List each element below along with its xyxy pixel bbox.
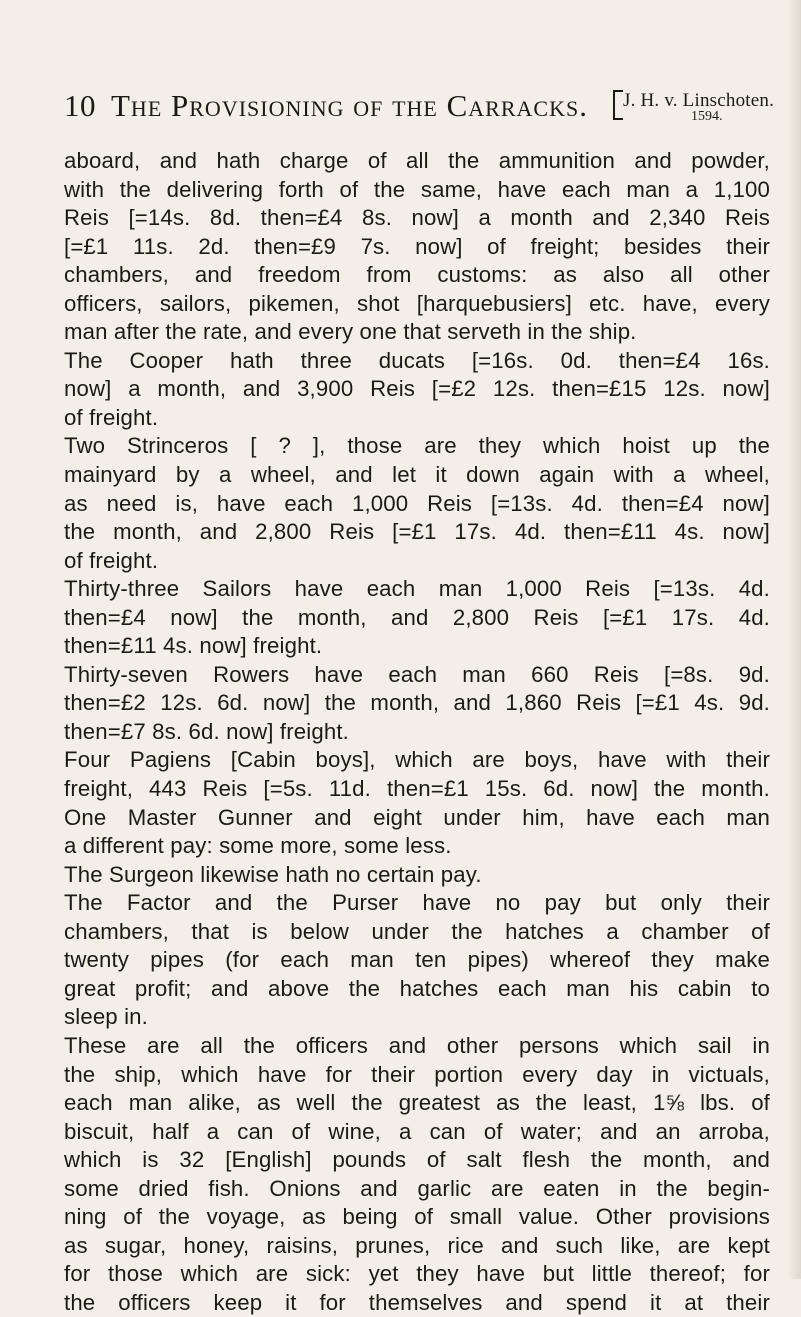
text-line: with the delivering forth of the same, have each man a 1,100	[64, 176, 770, 202]
text-line: Four Pagiens [Cabin boys], which are boys, have with their	[64, 747, 770, 773]
text-line: [=£1 11s. 2d. then=£9 7s. now] of freight; besides their	[64, 233, 770, 259]
text-line: then=£7 8s. 6d. now] freight.	[64, 718, 349, 744]
text-line: The Cooper hath three ducats [=16s. 0d. then=£4 16s.	[64, 347, 770, 373]
text-line: Thirty-seven Rowers have each man 660 Reis [=8s. 9d.	[64, 661, 770, 687]
text-line: the month, and 2,800 Reis [=£1 17s. 4d. then=£11 4s. now]	[64, 519, 770, 545]
text-line: which is 32 [English] pounds of salt flesh the month, and	[64, 1147, 770, 1173]
text-line: great profit; and above the hatches each man his cabin to	[64, 975, 770, 1001]
text-line: as sugar, honey, raisins, prunes, rice and such like, are kept	[64, 1232, 770, 1258]
text-line: Reis [=14s. 8d. then=£4 8s. now] a month and 2,340 Reis	[64, 205, 770, 231]
text-line: each man alike, as well the greatest as the least, 1⅝ lbs. of	[64, 1090, 770, 1116]
text-line: then=£2 12s. 6d. now] the month, and 1,860 Reis [=£1 4s. 9d.	[64, 690, 770, 716]
source-note	[613, 90, 775, 124]
text-line: of freight.	[64, 404, 159, 430]
source-author: J. H. v. Linschoten.	[623, 90, 775, 111]
text-line: biscuit, half a can of wine, a can of water; and an arroba,	[64, 1118, 770, 1144]
text-line: of freight.	[64, 547, 159, 573]
body-text	[64, 147, 770, 1317]
text-line: sleep in.	[64, 1004, 148, 1030]
page-edge-shadow	[787, 0, 801, 1279]
text-line: chambers, that is below under the hatches a chamber of	[64, 918, 770, 944]
page-header	[64, 88, 775, 132]
text-line: freight, 443 Reis [=5s. 11d. then=£1 15s. 6d. now] the month.	[64, 776, 770, 802]
text-line: officers, sailors, pikemen, shot [harquebusiers] etc. have, every	[64, 290, 770, 316]
text-line: twenty pipes (for each man ten pipes) whereof they make	[64, 947, 770, 973]
text-line: some dried fish. Onions and garlic are eaten in the begin-	[64, 1175, 770, 1201]
source-year: 1594.	[691, 109, 723, 124]
text-line: the officers keep it for themselves and spend it at their	[64, 1289, 770, 1315]
text-line: Two Strinceros [ ? ], those are they which hoist up the	[64, 433, 770, 459]
text-line: now] a month, and 3,900 Reis [=£2 12s. then=£15 12s. now]	[64, 376, 770, 402]
text-line: The Surgeon likewise hath no certain pay.	[64, 861, 482, 887]
text-line: Thirty-three Sailors have each man 1,000 Reis [=13s. 4d.	[64, 576, 770, 602]
running-head: The Provisioning of the Carracks.	[111, 88, 588, 123]
text-line: One Master Gunner and eight under him, have each man	[64, 804, 770, 830]
text-line: then=£4 now] the month, and 2,800 Reis [=£1 17s. 4d.	[64, 604, 770, 630]
text-line: mainyard by a wheel, and let it down again with a wheel,	[64, 462, 770, 488]
text-line: chambers, and freedom from customs: as also all other	[64, 262, 770, 288]
text-line: man after the rate, and every one that serveth in the ship.	[64, 319, 637, 345]
text-line: then=£11 4s. now] freight.	[64, 633, 323, 659]
bracket-mark	[613, 90, 623, 120]
text-line: These are all the officers and other persons which sail in	[64, 1032, 770, 1058]
text-line: aboard, and hath charge of all the ammunition and powder,	[64, 148, 770, 173]
text-line: as need is, have each 1,000 Reis [=13s. 4d. then=£4 now]	[64, 490, 770, 516]
text-line: for those which are sick: yet they have but little thereof; for	[64, 1261, 770, 1287]
text-line: a different pay: some more, some less.	[64, 833, 452, 859]
text-line: the ship, which have for their portion every day in victuals,	[64, 1061, 770, 1087]
text-line: ning of the voyage, as being of small value. Other provisions	[64, 1204, 770, 1230]
text-line: The Factor and the Purser have no pay but only their	[64, 890, 770, 916]
page-number: 10	[64, 88, 96, 123]
